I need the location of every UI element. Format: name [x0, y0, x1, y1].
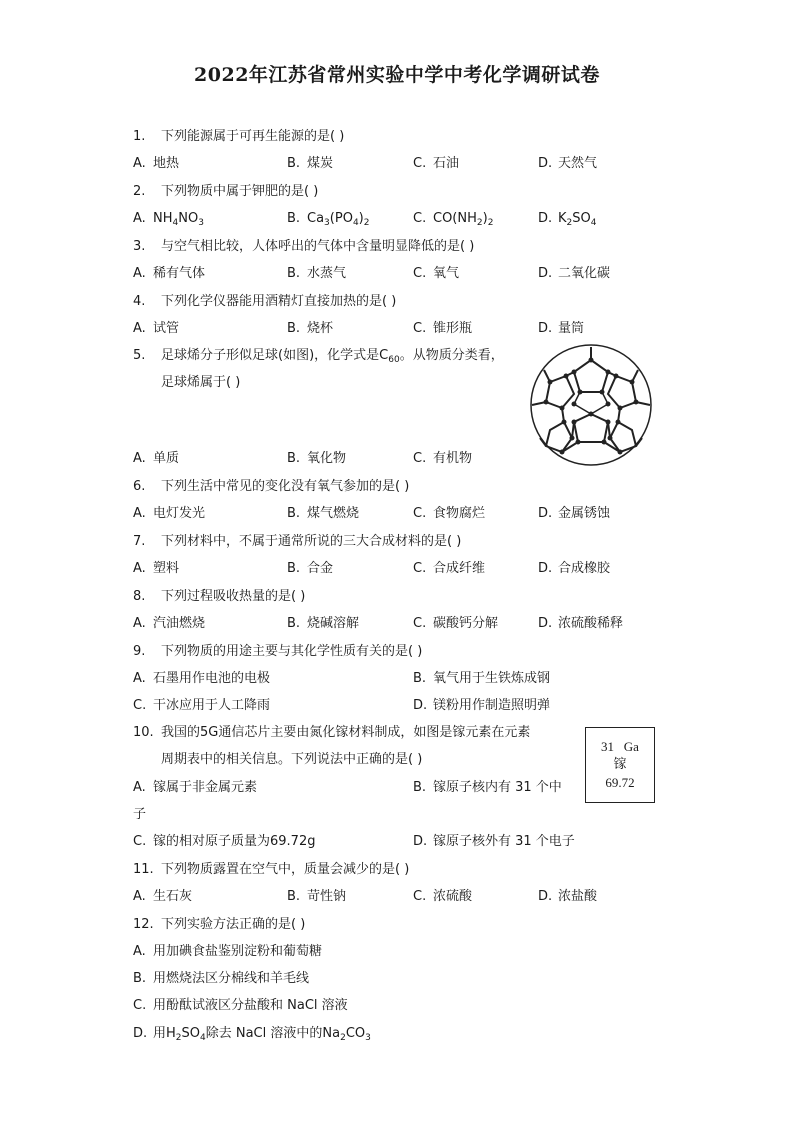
atomic-mass: 69.72 — [605, 775, 635, 790]
option-b: B. 氧化物 — [287, 451, 347, 466]
question-10: 10. 我国的5G通信芯片主要由氮化镓材料制成，如图是镓元素在元素 — [133, 725, 531, 740]
option-b: B. 苛性钠 — [287, 889, 347, 904]
option-b: B. $Ca_3(PO_4)_2$ — [287, 211, 370, 228]
atomic-number: 31 — [601, 739, 615, 754]
option-b: B. 水蒸气 — [287, 266, 347, 281]
option-text: 天然气 — [558, 156, 598, 171]
question-12: 12. 下列实验方法正确的是( ) — [133, 917, 306, 932]
option-c — [413, 155, 459, 173]
option-d: D. 量筒 — [538, 321, 585, 336]
option-a — [133, 155, 179, 173]
question-5: 5. 足球烯分子形似足球(如图)，化学式是$C_{60}$。从物质分类看， — [133, 348, 504, 365]
option-b: B. 镓原子核内有 31 个中 — [413, 780, 562, 795]
page-title: 2022年江苏省常州实验中学中考化学调研试卷 — [194, 64, 600, 86]
question-3: 3. 与空气相比较，人体呼出的气体中含量明显降低的是( ) — [133, 239, 475, 254]
element-symbol: Ga — [623, 739, 639, 754]
option-a: A. 试管 — [133, 321, 180, 336]
option-d: D. 镁粉用作制造照明弹 — [413, 698, 551, 713]
option-a: A. 用加碘食盐鉴别淀粉和葡萄糖 — [133, 944, 323, 959]
option-b-wrap: 子 — [133, 807, 147, 822]
option-d — [538, 155, 597, 173]
question-2 — [133, 183, 318, 201]
question-6: 6. 下列生活中常见的变化没有氧气参加的是( ) — [133, 479, 410, 494]
option-label: C. — [413, 156, 427, 171]
option-b — [287, 155, 333, 173]
option-c: C. 浓硫酸 — [413, 889, 473, 904]
option-b: B. 合金 — [287, 561, 334, 576]
option-text: 石油 — [433, 156, 460, 171]
option-a: A. 生石灰 — [133, 889, 193, 904]
question-9: 9. 下列物质的用途主要与其化学性质有关的是( ) — [133, 644, 423, 659]
option-d: D. $K_2SO_4$ — [538, 211, 597, 228]
option-a: A. 塑料 — [133, 561, 180, 576]
question-stem: 下列物质中属于钾肥的是( ) — [161, 184, 319, 199]
question-4: 4. 下列化学仪器能用酒精灯直接加热的是( ) — [133, 294, 397, 309]
option-a: A. 电灯发光 — [133, 506, 206, 521]
question-1 — [133, 128, 344, 146]
element-card-gallium — [585, 727, 655, 803]
option-a: A. 稀有气体 — [133, 266, 206, 281]
option-c: C. 干冰应用于人工降雨 — [133, 698, 271, 713]
option-label: D. — [538, 156, 553, 171]
element-name: 镓 — [613, 757, 627, 772]
option-b: B. 烧碱溶解 — [287, 616, 360, 631]
question-number: 1. — [133, 129, 146, 144]
option-c: C. 氧气 — [413, 266, 460, 281]
option-c: C. 锥形瓶 — [413, 321, 473, 336]
option-c: C. 合成纤维 — [413, 561, 486, 576]
option-c: C. $CO(NH_2)_2$ — [413, 211, 494, 228]
question-5-line2: 足球烯属于( ) — [161, 375, 241, 390]
option-d: D. 镓原子核外有 31 个电子 — [413, 834, 575, 849]
option-c: C. 有机物 — [413, 451, 473, 466]
option-a: A. 石墨用作电池的电极 — [133, 671, 271, 686]
question-number: 2. — [133, 184, 146, 199]
question-8: 8. 下列过程吸收热量的是( ) — [133, 589, 306, 604]
option-d: D. 合成橡胶 — [538, 561, 611, 576]
option-text: 地热 — [153, 156, 180, 171]
fullerene-c60-image — [520, 342, 662, 468]
question-11: 11. 下列物质露置在空气中，质量会减少的是( ) — [133, 862, 410, 877]
option-b: B. 用燃烧法区分棉线和羊毛线 — [133, 971, 310, 986]
option-label: A. — [133, 156, 146, 171]
option-d: D. 用$H_2SO_4$除去 NaCl 溶液中的$Na_2CO_3$ — [133, 1026, 371, 1043]
option-text: 煤炭 — [307, 156, 334, 171]
option-a: A. 汽油燃烧 — [133, 616, 206, 631]
option-a: A. 镓属于非金属元素 — [133, 780, 258, 795]
option-c: C. 碳酸钙分解 — [413, 616, 499, 631]
option-d: D. 金属锈蚀 — [538, 506, 611, 521]
option-d: D. 浓盐酸 — [538, 889, 598, 904]
question-7: 7. 下列材料中，不属于通常所说的三大合成材料的是( ) — [133, 534, 462, 549]
option-label: B. — [287, 156, 301, 171]
question-10-line2: 周期表中的相关信息。下列说法中正确的是( ) — [161, 752, 423, 767]
option-b: B. 氧气用于生铁炼成钢 — [413, 671, 551, 686]
option-d: D. 二氧化碳 — [538, 266, 611, 281]
option-b: B. 烧杯 — [287, 321, 334, 336]
option-c: C. 用酚酞试液区分盐酸和 NaCl 溶液 — [133, 998, 348, 1013]
question-stem: 下列能源属于可再生能源的是( ) — [161, 129, 345, 144]
option-a: A. $NH_4NO_3$ — [133, 211, 204, 228]
option-b: B. 煤气燃烧 — [287, 506, 360, 521]
option-c: C. 食物腐烂 — [413, 506, 486, 521]
option-c: C. 镓的相对原子质量为69.72g — [133, 834, 316, 849]
option-d: D. 浓硫酸稀释 — [538, 616, 624, 631]
option-a: A. 单质 — [133, 451, 180, 466]
